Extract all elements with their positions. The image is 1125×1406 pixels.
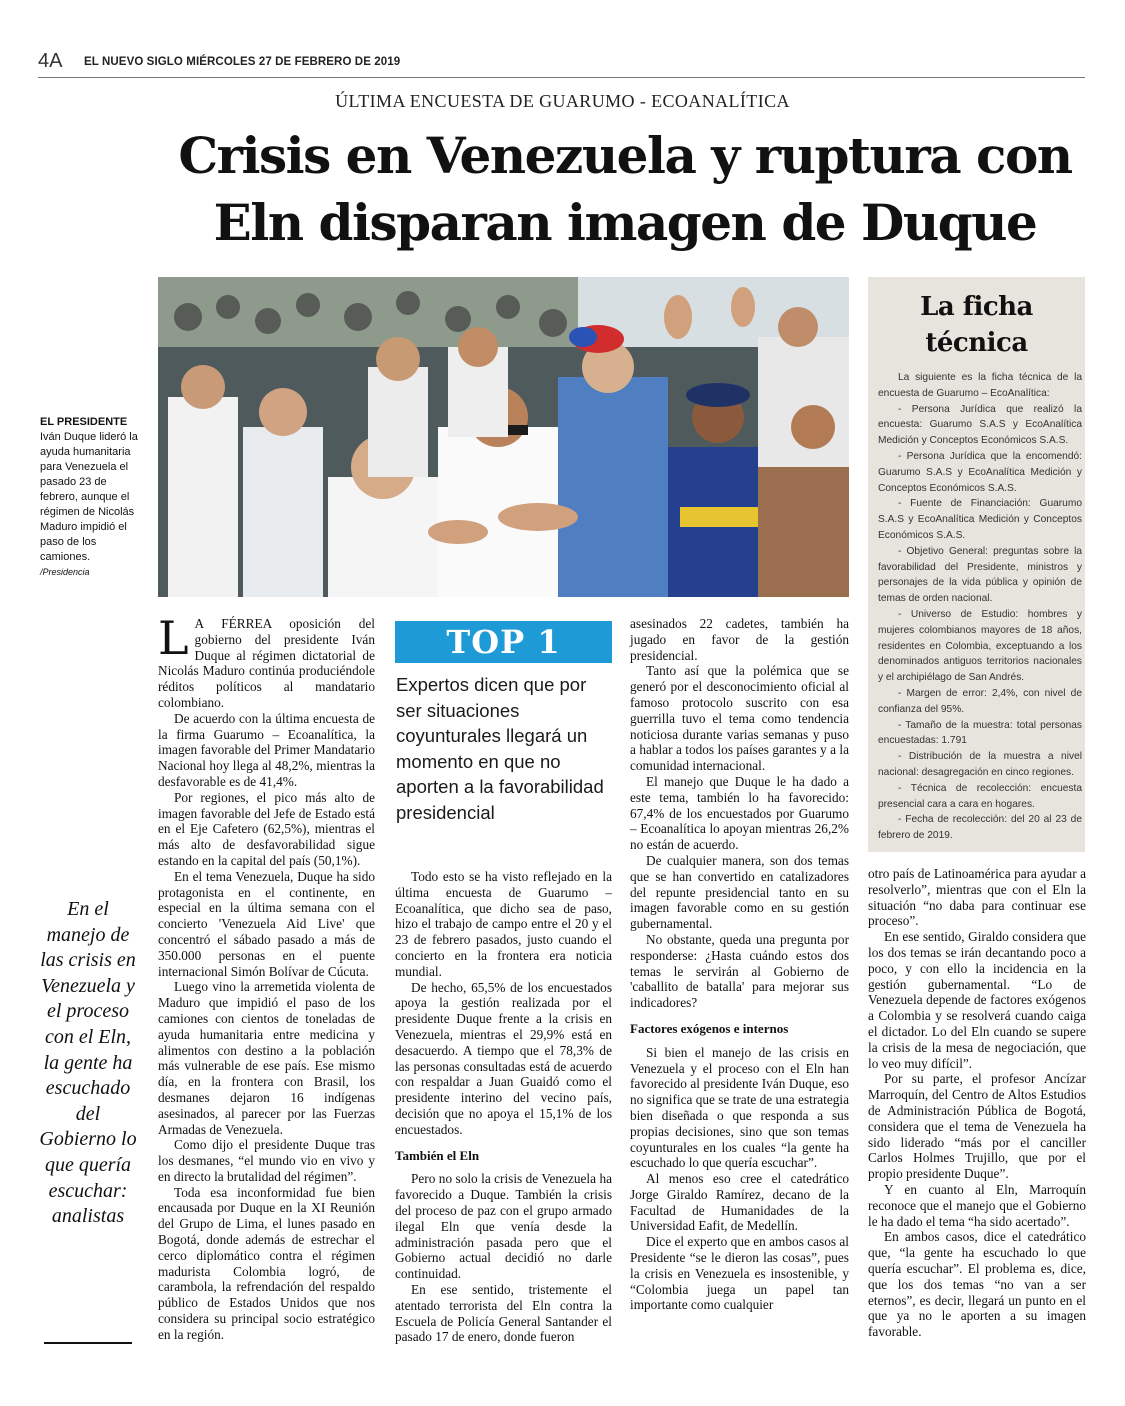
ficha-item: - Persona Jurídica que la encomendó: Guarumo S.A.S y EcoAnalítica Medición y Conceptos Económicos S.A.S. <box>878 450 1082 494</box>
page-number: 4A <box>38 50 63 72</box>
ficha-item: La siguiente es la ficha técnica de la encuesta de Guarumo – EcoAnalítica: <box>878 372 1082 399</box>
ficha-item: - Distribución de la muestra a nivel nacional: desagregación en cinco regiones. <box>878 751 1082 778</box>
publication-name: EL NUEVO SIGLO <box>84 56 183 68</box>
headline-line-1: Crisis en Venezuela y ruptura con <box>178 126 1072 185</box>
ficha-item: - Universo de Estudio: hombres y mujeres colombianos mayores de 18 años, residentes en Colombia, exceptuando a los denominados antiguos territorios nacionales y el archipiélago de San Andrés. <box>878 608 1082 684</box>
paragraph: asesinados 22 cadetes, también ha jugado en favor de la gestión presidencial. <box>630 616 849 663</box>
paragraph: Como dijo el presidente Duque tras los desmanes, “el mundo vio en vivo y en directo la brutalidad del régimen”. <box>158 1137 375 1184</box>
ficha-title-line-2: técnica <box>925 328 1028 358</box>
paragraph: Luego vino la arremetida violenta de Maduro que impidió el paso de los camiones con cientos de toneladas de ayuda humanitaria entre medicina y alimentos con destino a la población más vulnerable de ese país. Ese mismo día, en la frontera con Brasil, los desmanes dejaron 16 indígenas asesinados, al parecer por las Fuerzas Armadas de Venezuela. <box>158 979 375 1137</box>
ficha-body <box>878 370 1082 844</box>
article-column-4 <box>868 866 1086 1340</box>
article-headline <box>160 122 1090 256</box>
paragraph: No obstante, queda una pregunta por responderse: ¿Hasta cuándo estos dos temas le servirán al Gobierno de 'caballito de batalla' para mejorar sus indicadores? <box>630 931 849 1011</box>
paragraph: Todo esto se ha visto reflejado en la última encuesta de Guarumo – Ecoanalítica, que dicho sea de paso, hizo el trabajo de campo entre el 20 y el 23 de febrero pasados, justo cuando el concierto en la frontera era noticia mundial. <box>395 869 612 979</box>
article-kicker: ÚLTIMA ENCUESTA DE GUARUMO - ECOANALÍTICA <box>335 91 790 111</box>
ficha-item: - Margen de error: 2,4%, con nivel de confianza del 95%. <box>878 687 1082 715</box>
paragraph: En ese sentido, Giraldo considera que los dos temas se irán decantando poco a poco, y con ello la incidencia en la gestión gubernamental. “Lo de Venezuela depende de factores exógenos a Colombia y se resolverá cuando caiga el dictador. Lo del Eln cuando se supere la crisis de la mesa de negociación, que lo veo muy difícil”. <box>868 929 1086 1071</box>
paragraph: Y en cuanto al Eln, Marroquín reconoce que el manejo que el Gobierno le ha dado el tema “ha sido acertado”. <box>868 1181 1086 1229</box>
ficha-title <box>868 289 1085 361</box>
ficha-item: - Objetivo General: preguntas sobre la favorabilidad del Presidente, ministros y personajes de la vida pública y opinión de temas de orden nacional. <box>878 545 1082 605</box>
ficha-item: - Persona Jurídica que realizó la encuesta: Guarumo S.A.S y EcoAnalítica Medición y Conceptos Económicos S.A.S. <box>878 403 1082 447</box>
paragraph: Por su parte, el profesor Ancízar Marroquín, del Centro de Altos Estudios de Administración Pública de Bogotá, considera que el tema de Venezuela ha sido liderado “más por el canciller Carlos Holmes Trujillo, que por el propio presidente Duque”. <box>868 1071 1086 1182</box>
article-column-3 <box>630 616 849 1313</box>
ficha-item: - Fuente de Financiación: Guarumo S.A.S y EcoAnalítica Medición y Conceptos Económicos S.A.S. <box>878 498 1082 541</box>
drop-cap: L <box>158 611 189 665</box>
header-rule <box>38 77 1085 78</box>
crowd-photo-illustration <box>158 277 849 597</box>
masthead <box>84 56 400 68</box>
pull-quote: En el manejo de las crisis en Venezuela y el proceso con el Eln, la gente ha escuchado del Gobierno lo que quería escuchar: analistas <box>39 898 137 1228</box>
paragraph: En ambos casos, dice el catedrático que, “la gente ha escuchado lo que quería escuchar”. El problema es, dice, que los dos temas “no van a ser eternos”, es decir, llegará un punto en el que ya no le aporten a su imagen favorable. <box>868 1229 1086 1340</box>
subheading: Factores exógenos e internos <box>630 1020 789 1036</box>
top1-label: TOP 1 <box>395 621 612 663</box>
paragraph: De cualquier manera, son dos temas que se han convertido en catalizadores del repunte presidencial tanto en su imagen favorable como en su gestión gubernamental. <box>630 852 849 932</box>
photo-caption <box>40 415 138 580</box>
caption-text: Iván Duque lideró la ayuda humanitaria para Venezuela el pasado 23 de febrero, aunque el régimen de Nicolás Maduro impidió el paso de los camiones. <box>40 431 138 563</box>
paragraph: De hecho, 65,5% de los encuestados apoya la gestión realizada por el presidente Duque frente a la crisis en Venezuela, mientras el 29,9% está en desacuerdo. A tiempo que el 78,3% de las personas consultadas está de acuerdo con respaldar a Juan Guaidó como el presidente interino del vecino país, decisión que no apoya el 15,1% de los encuestados. <box>395 979 612 1137</box>
ficha-item: - Tamaño de la muestra: total personas encuestadas: 1.791 <box>878 719 1082 747</box>
paragraph: otro país de Latinoamérica para ayudar a resolverlo”, mientras que con el Eln la situación “no daba para continuar ese proceso”. <box>868 866 1086 929</box>
top1-highlight-text: Expertos dicen que por ser situaciones coyunturales llegará un momento en que no aporten a la favorabilidad presidencial <box>396 674 604 823</box>
paragraph: A FÉRREA oposición del gobierno del presidente Iván Duque al régimen dictatorial de Nicolás Maduro continúa produciéndole réditos políticos al mandatario colombiano. <box>158 616 375 710</box>
paragraph: Si bien el manejo de las crisis en Venezuela y el proceso con el Eln han favorecido al presidente Iván Duque, eso no significa que se trate de una estrategia bien diseñada o que responda a sus propias decisiones, sino que son temas coyunturales en los cuales “la gente ha escuchado lo que quería escuchar”. <box>630 1044 849 1171</box>
ficha-item: - Técnica de recolección: encuesta presencial cara a cara en hogares. <box>878 782 1082 810</box>
paragraph: En el tema Venezuela, Duque ha sido protagonista en el continente, en especial en la última semana con el concierto 'Venezuela Aid Live' que concentró el sábado pasado a más de 350.000 personas en el puente internacional Simón Bolívar de Cúcuta. <box>158 868 375 979</box>
article-column-2 <box>395 869 612 1345</box>
ficha-title-line-1: La ficha <box>920 292 1033 322</box>
paragraph: De acuerdo con la última encuesta de la firma Guarumo – Ecoanalítica, la imagen favorable del Primer Mandatario Nacional hoy llega al 48,2%, mientras la desfavorable es de 41,4%. <box>158 710 375 789</box>
ficha-tecnica-box <box>868 277 1085 852</box>
article-column-1 <box>158 611 375 1343</box>
paragraph: Al menos eso cree el catedrático Jorge Giraldo Ramírez, decano de la Facultad de Humanidades de la Universidad Eafit, de Medellín. <box>630 1171 849 1234</box>
paragraph: Toda esa inconformidad fue bien encausada por Duque en la XI Reunión del Grupo de Lima, el lunes pasado en Bogotá, donde además de estrechar el cerco diplomático contra el régimen madurista Colombia logró, de carambola, la refrendación del respaldo público de Estados Unidos que nos considera su principal socio estratégico en la región. <box>158 1184 375 1342</box>
article-photo <box>158 277 849 597</box>
ficha-item: - Fecha de recolección: del 20 al 23 de febrero de 2019. <box>878 814 1082 842</box>
subheading: También el Eln <box>395 1147 480 1163</box>
paragraph: Pero no solo la crisis de Venezuela ha favorecido a Duque. También la crisis del proceso de paz con el grupo armado ilegal Eln que venía desde la administración pasada pero que el Gobierno actual decidió no darle continuidad. <box>395 1171 612 1282</box>
paragraph: Por regiones, el pico más alto de imagen favorable del Jefe de Estado está en el Eje Cafetero (62,5%), mientras el más alto de desfavorabilidad sigue estando en la capital del país (50,1%). <box>158 789 375 868</box>
paragraph: Dice el experto que en ambos casos al Presidente “se le dieron las cosas”, pues la crisis en Venezuela es insostenible, y “Colombia juega un papel tan importante como cualquier <box>630 1234 849 1313</box>
edition-date: MIÉRCOLES 27 DE FEBRERO DE 2019 <box>186 56 401 68</box>
paragraph: Tanto así que la polémica que se generó por el desconocimiento oficial al famoso protocolo suscrito con esa guerrilla tuvo el tema como tendencia noticiosa durante varias semanas y puso a hablar a todos los países garantes y a la comunidad internacional. <box>630 663 849 774</box>
headline-line-2: Eln disparan imagen de Duque <box>213 193 1037 252</box>
paragraph: El manejo que Duque le ha dado a este tema, también lo ha favorecido: 67,4% de los encuestados por Guarumo – Ecoanalítica lo apoyan mientras 26,2% no están de acuerdo. <box>630 773 849 853</box>
caption-title: EL PRESIDENTE <box>40 416 128 428</box>
paragraph: En ese sentido, tristemente el atentado terrorista del Eln contra la Escuela de Policía General Santander el pasado 17 de enero, donde fueron <box>395 1281 612 1345</box>
pull-quote-rule <box>44 1342 132 1344</box>
photo-credit: /Presidencia <box>40 567 90 577</box>
